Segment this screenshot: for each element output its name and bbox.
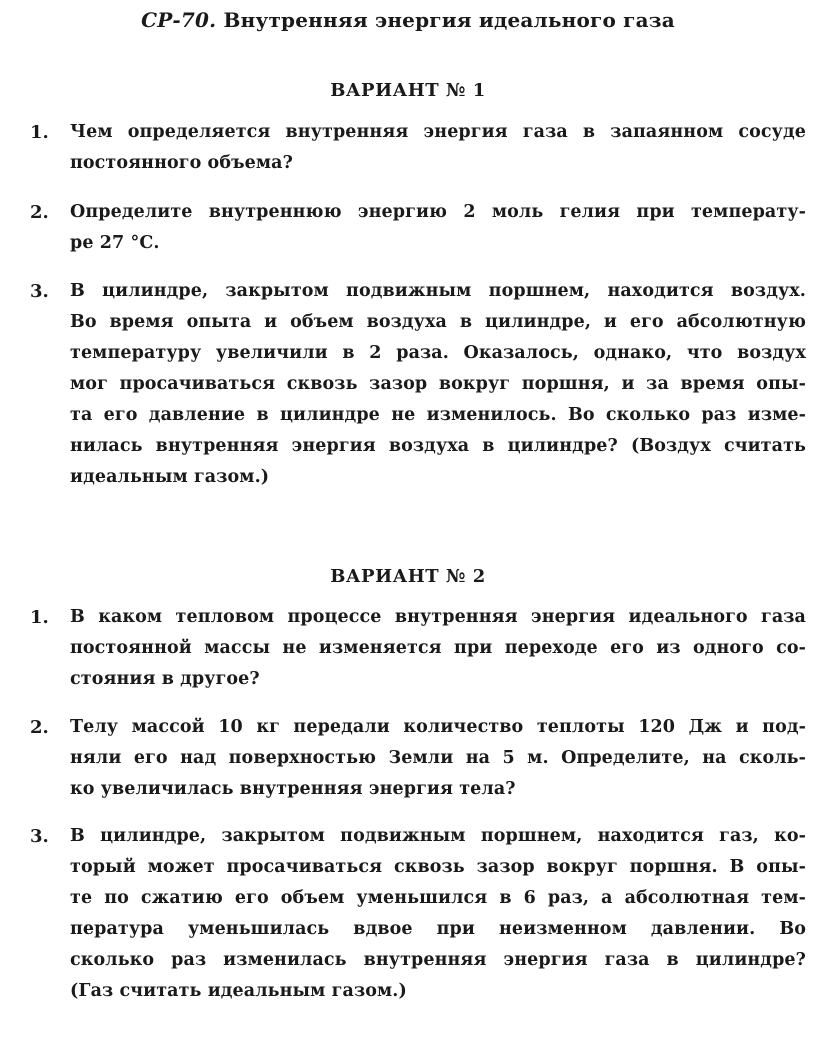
- variant-2-task-1: [30, 602, 806, 695]
- task-text: [70, 821, 806, 1007]
- task-text: [70, 276, 806, 493]
- task-line: Определите внутреннюю энергию 2 моль гелия при температу-: [70, 202, 806, 222]
- task-line: (Газ считать идеальным газом.): [70, 981, 407, 1001]
- task-line: В каком тепловом процессе внутренняя энергия идеального газа: [70, 607, 806, 627]
- task-number: 3.: [30, 826, 49, 847]
- task-number: 3.: [30, 281, 49, 302]
- variant-2-heading: ВАРИАНТ № 2: [330, 566, 486, 587]
- task-line: Чем определяется внутренняя энергия газа в запаянном сосуде: [70, 122, 806, 142]
- task-text: [70, 197, 806, 259]
- task-line: ре 27 °С.: [70, 233, 160, 253]
- task-text: [70, 117, 806, 179]
- page-title: [0, 8, 816, 32]
- task-line: Во время опыта и объем воздуха в цилиндре, и его абсолютную: [70, 312, 806, 332]
- task-text: [70, 712, 806, 805]
- task-text: [70, 602, 806, 695]
- task-line: мог просачиваться сквозь зазор вокруг поршня, и за время опы-: [70, 374, 806, 394]
- task-line: ко увеличилась внутренняя энергия тела?: [70, 779, 516, 799]
- task-line: няли его над поверхностью Земли на 5 м. Определите, на сколь-: [70, 748, 806, 768]
- task-line: торый может просачиваться сквозь зазор вокруг поршня. В опы-: [70, 857, 806, 877]
- variant-1-task-2: [30, 197, 806, 259]
- variant-2-task-3: [30, 821, 806, 1007]
- task-number: 2.: [30, 202, 49, 223]
- title-code: СР-70.: [141, 8, 217, 32]
- task-line: температуру увеличили в 2 раза. Оказалось, однако, что воздух: [70, 343, 806, 363]
- variant-1-task-1: [30, 117, 806, 179]
- variant-1-task-3: [30, 276, 806, 493]
- task-line: сколько раз изменилась внутренняя энергия газа в цилиндре?: [70, 950, 806, 970]
- task-number: 1.: [30, 122, 49, 143]
- task-line: идеальным газом.): [70, 467, 270, 487]
- task-number: 1.: [30, 607, 49, 628]
- variant-1-heading: ВАРИАНТ № 1: [330, 80, 486, 101]
- variant-2-task-2: [30, 712, 806, 805]
- task-line: пература уменьшилась вдвое при неизменном давлении. Во: [70, 919, 806, 939]
- task-line: постоянной массы не изменяется при переходе его из одного со-: [70, 638, 806, 658]
- task-line: нилась внутренняя энергия воздуха в цилиндре? (Воздух считать: [70, 436, 806, 456]
- task-line: В цилиндре, закрытом подвижным поршнем, находится воздух.: [70, 281, 806, 301]
- title-text: Внутренняя энергия идеального газа: [223, 8, 675, 32]
- task-line: та его давление в цилиндре не изменилось. Во сколько раз изме-: [70, 405, 806, 425]
- task-line: Телу массой 10 кг передали количество теплоты 120 Дж и под-: [70, 717, 806, 737]
- task-number: 2.: [30, 717, 49, 738]
- task-line: В цилиндре, закрытом подвижным поршнем, находится газ, ко-: [70, 826, 806, 846]
- task-line: те по сжатию его объем уменьшился в 6 раз, а абсолютная тем-: [70, 888, 806, 908]
- task-line: стояния в другое?: [70, 669, 260, 689]
- task-line: постоянного объема?: [70, 153, 293, 173]
